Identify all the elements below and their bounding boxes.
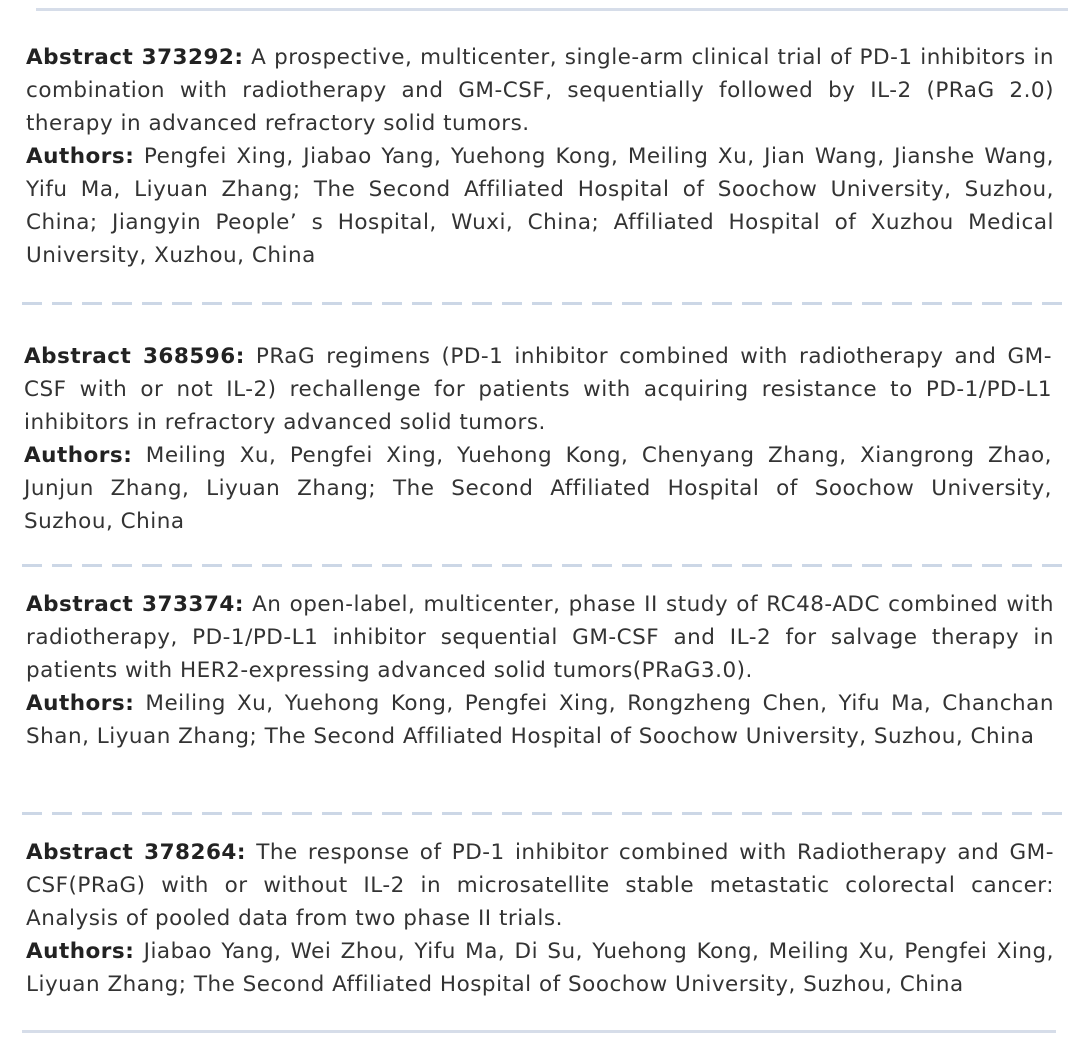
section-divider xyxy=(22,302,1062,305)
authors-label: Authors: xyxy=(26,691,135,716)
authors-list: Meiling Xu, Pengfei Xing, Yuehong Kong, Chenyang Zhang, Xiangrong Zhao, Junjun Zhang, Liyuan Zhang; The Second Affiliated Hospital of Soochow University, Suzhou, China xyxy=(24,443,1052,534)
abstract-label: Abstract 373374: xyxy=(26,592,244,617)
section-divider xyxy=(22,812,1062,815)
abstract-label: Abstract 368596: xyxy=(24,344,245,369)
abstract-title-paragraph xyxy=(26,41,1054,140)
abstract-title-paragraph xyxy=(26,836,1054,935)
abstract-entry-2 xyxy=(24,340,1052,538)
authors-paragraph xyxy=(26,687,1054,753)
abstract-label: Abstract 373292: xyxy=(26,45,244,70)
abstract-title-paragraph xyxy=(26,588,1054,687)
authors-paragraph xyxy=(26,935,1054,1001)
authors-label: Authors: xyxy=(24,443,133,468)
authors-label: Authors: xyxy=(26,144,135,169)
abstract-entry-4 xyxy=(26,836,1054,1001)
bottom-divider xyxy=(22,1030,1056,1033)
abstract-title: A prospective, multicenter, single-arm clinical trial of PD-1 inhibitors in combination with radiotherapy and GM-CSF, sequentially followed by IL-2 (PRaG 2.0) therapy in advanced refractory solid tumors. xyxy=(26,45,1054,136)
authors-list: Jiabao Yang, Wei Zhou, Yifu Ma, Di Su, Yuehong Kong, Meiling Xu, Pengfei Xing, Liyuan Zhang; The Second Affiliated Hospital of Soochow University, Suzhou, China xyxy=(26,939,1054,997)
authors-paragraph xyxy=(24,439,1052,538)
abstract-title: PRaG regimens (PD-1 inhibitor combined with radiotherapy and GM-CSF with or not IL-2) rechallenge for patients with acquiring resistance to PD-1/PD-L1 inhibitors in refractory advanced solid tumors. xyxy=(24,344,1052,435)
abstract-label: Abstract 378264: xyxy=(26,840,246,865)
abstract-title-paragraph xyxy=(24,340,1052,439)
authors-list: Pengfei Xing, Jiabao Yang, Yuehong Kong, Meiling Xu, Jian Wang, Jianshe Wang, Yifu Ma, Liyuan Zhang; The Second Affiliated Hospital of Soochow University, Suzhou, China; Jiangyin People’ s Hospital, Wuxi, China; Affiliated Hospital of Xuzhou Medical University, Xuzhou, China xyxy=(26,144,1054,268)
section-divider xyxy=(22,564,1062,567)
authors-paragraph xyxy=(26,140,1054,272)
abstract-entry-3 xyxy=(26,588,1054,753)
abstract-entry-1 xyxy=(26,41,1054,272)
abstract-title: An open-label, multicenter, phase II study of RC48-ADC combined with radiotherapy, PD-1/PD-L1 inhibitor sequential GM-CSF and IL-2 for salvage therapy in patients with HER2-expressing advanced solid tumors(PRaG3.0). xyxy=(26,592,1054,683)
authors-list: Meiling Xu, Yuehong Kong, Pengfei Xing, Rongzheng Chen, Yifu Ma, Chanchan Shan, Liyuan Zhang; The Second Affiliated Hospital of Soochow University, Suzhou, China xyxy=(26,691,1054,749)
top-divider xyxy=(36,8,1068,11)
abstract-title: The response of PD-1 inhibitor combined with Radiotherapy and GM-CSF(PRaG) with or without IL-2 in microsatellite stable metastatic colorectal cancer: Analysis of pooled data from two phase II trials. xyxy=(26,840,1054,931)
authors-label: Authors: xyxy=(26,939,135,964)
